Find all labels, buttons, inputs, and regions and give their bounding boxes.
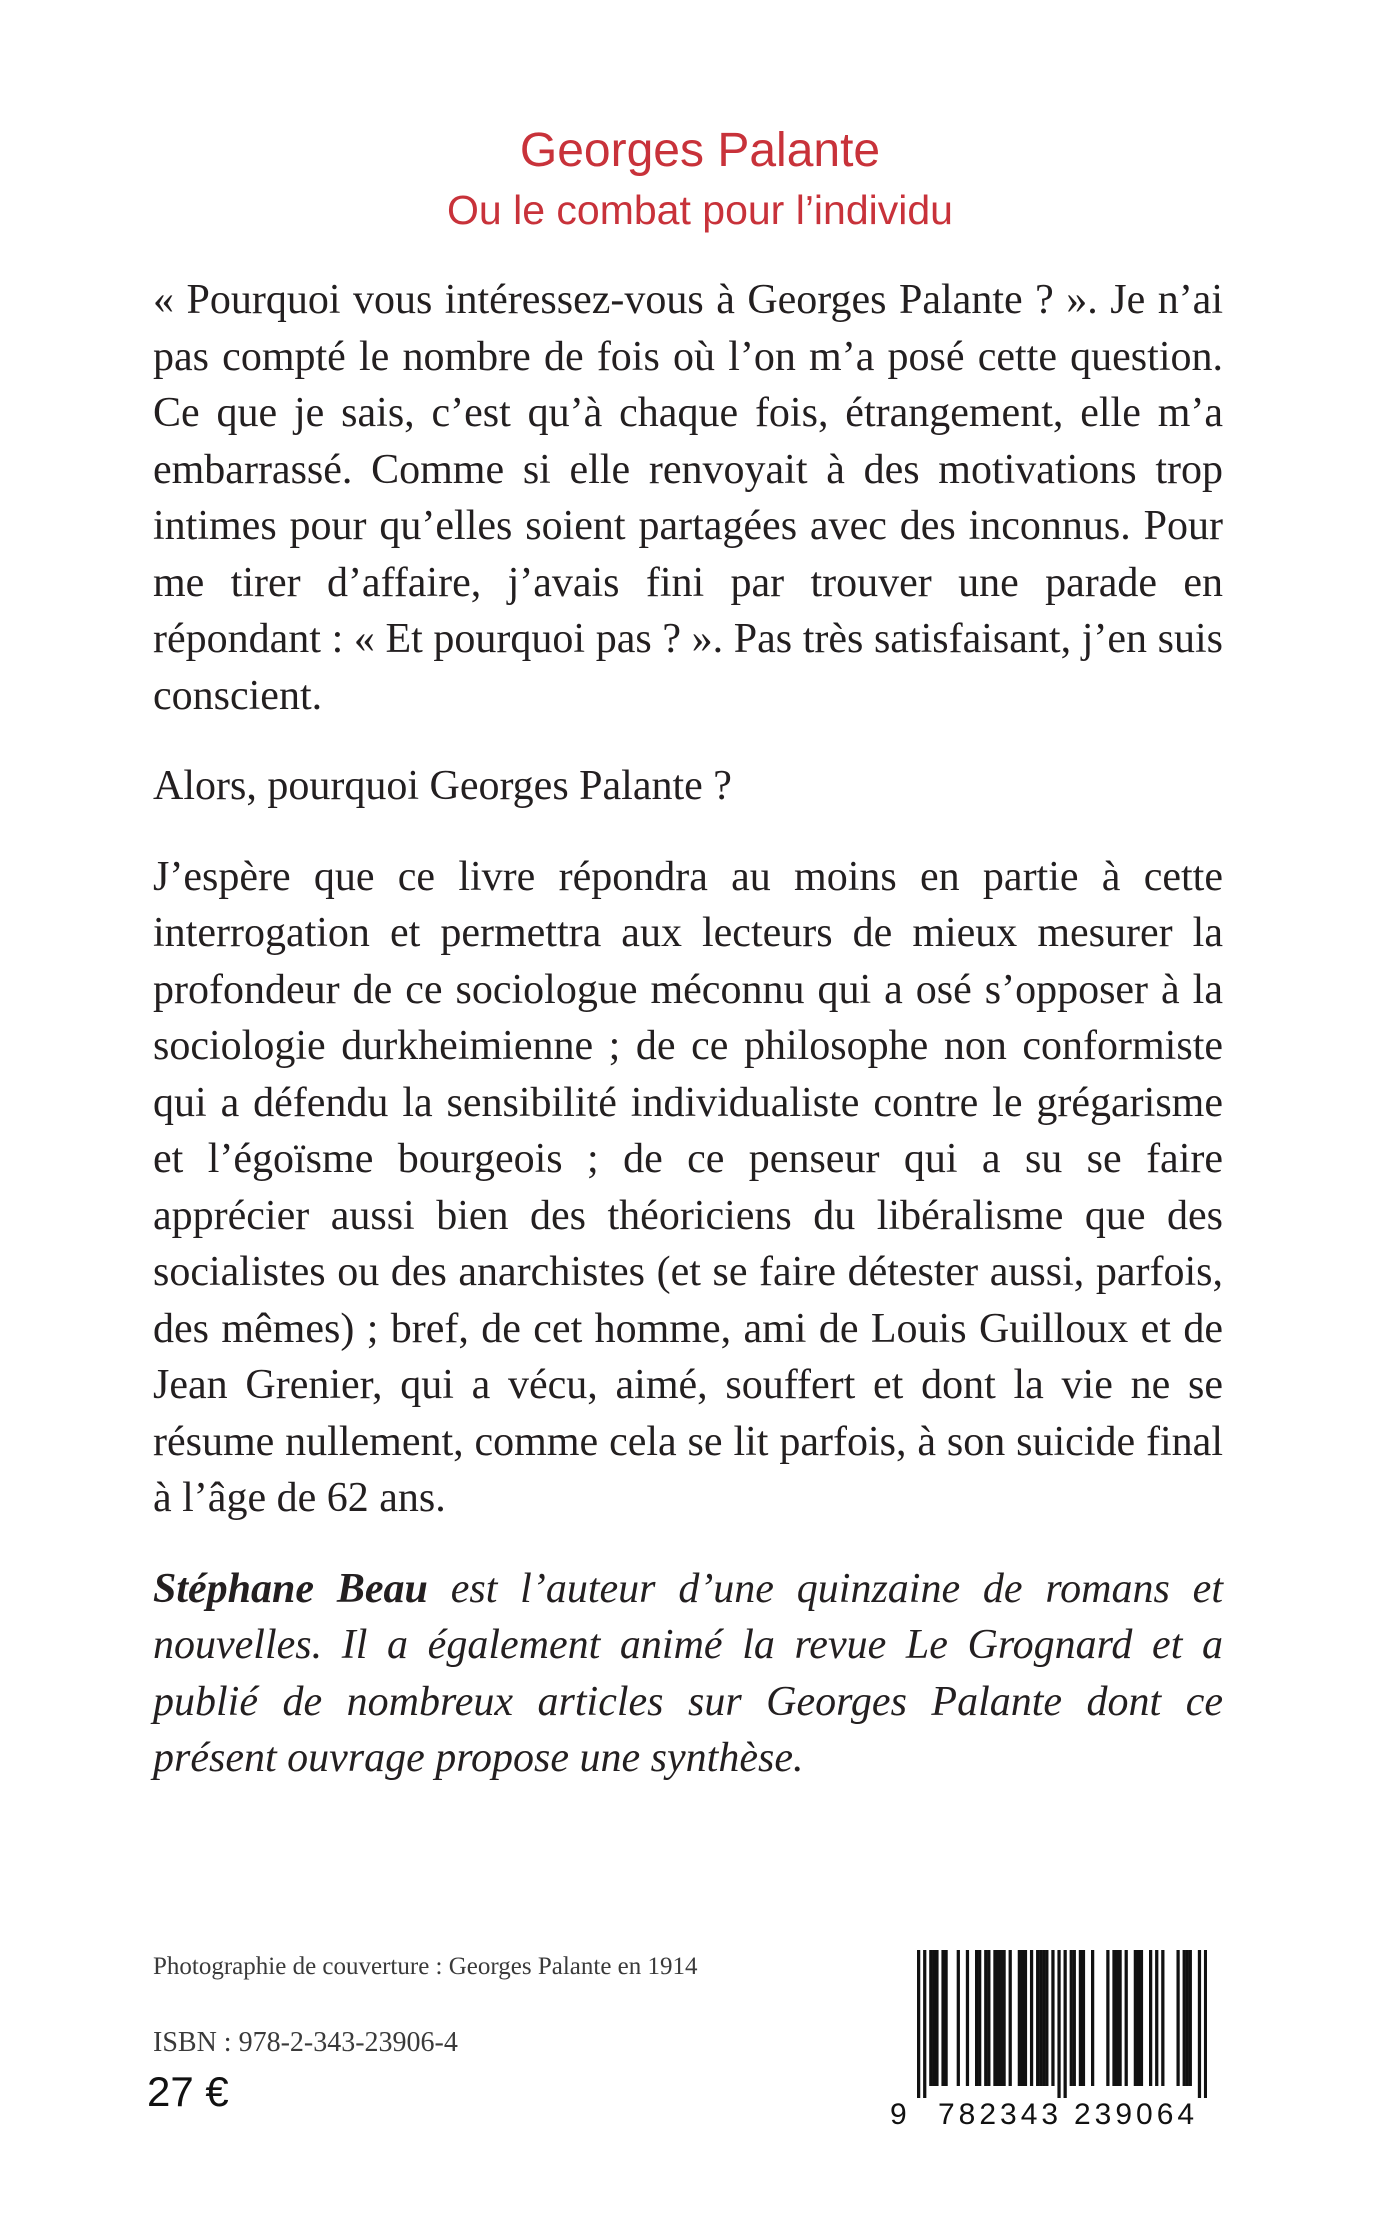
barcode-bar xyxy=(1070,1950,1073,2086)
paragraph-3: J’espère que ce livre répondra au moins en partie à cette interrogation et permettra aux lecteurs de mieux mesurer la profondeur de ce sociologue méconnu qui a osé s’opposer à la sociologie durkheimienne ; de ce philosophe non conformiste qui a défendu la sensibilité individualiste contre le grégarisme et l’égoïsme bourgeois ; de ce penseur qui a su se faire apprécier aussi bien des théoriciens du libéralisme que des socialistes ou des anarchistes (et se faire détester aussi, parfois, des mêmes) ; bref, de cet homme, ami de Louis Guilloux et de Jean Grenier, qui a vécu, aimé, souffert et dont la vie ne se résume nullement, comme cela se lit parfois, à son suicide final à l’âge de 62 ans. xyxy=(153,853,1223,1521)
barcode-bar xyxy=(944,1950,947,2086)
paragraph-1: « Pourquoi vous intéressez-vous à Georges Palante ? ». Je n’ai pas compté le nombre de fois où l’on m’a posé cette question. Ce que je sais, c’est qu’à chaque fois, étrangement, elle m’a embarrassé. Comme si elle renvoyait à des motivations trop intimes pour qu’elles soient partagées avec des inconnus. Pour me tirer d’affaire, j’avais fini par trouver une parade en répondant : « Et pourquoi pas ? ». Pas très satisfaisant, j’en suis conscient. xyxy=(153,277,1223,719)
isbn-number: ISBN : 978-2-343-23906-4 xyxy=(153,2027,458,2058)
barcode-digits xyxy=(890,2098,1220,2138)
price-label: 27 € xyxy=(147,2068,229,2115)
barcode-bar xyxy=(1149,1950,1152,2086)
barcode-bar xyxy=(1186,1950,1189,2086)
barcode-bar xyxy=(1009,1950,1012,2086)
barcode-bar xyxy=(993,1950,996,2086)
barcode-first-digit: 9 xyxy=(890,2098,907,2131)
barcode-bar xyxy=(1118,1950,1121,2086)
barcode-bar xyxy=(1073,1950,1076,2086)
book-title: Georges Palante xyxy=(519,124,881,177)
paragraph-2: Alors, pourquoi Georges Palante ? xyxy=(153,763,732,809)
barcode-bar xyxy=(999,1950,1002,2086)
barcode-bar xyxy=(1198,1950,1201,2098)
barcode-bar xyxy=(932,1950,935,2086)
barcode-bar xyxy=(1091,1950,1094,2086)
barcode-bars xyxy=(917,1950,1207,2098)
barcode-bar xyxy=(1155,1950,1158,2086)
barcode-bar xyxy=(1082,1950,1085,2086)
barcode-bar xyxy=(996,1950,999,2086)
barcode-bar xyxy=(1042,1950,1045,2086)
barcode-bar xyxy=(966,1950,969,2086)
barcode-bar xyxy=(935,1950,938,2086)
barcode-bar xyxy=(1106,1950,1109,2086)
barcode-bar xyxy=(1189,1950,1192,2086)
barcode-bar xyxy=(1161,1950,1164,2086)
barcode-bar xyxy=(1137,1950,1140,2086)
barcode-bar xyxy=(917,1950,920,2098)
barcode-bar xyxy=(1051,1950,1054,2086)
barcode-bar xyxy=(941,1950,944,2086)
barcode-bar xyxy=(929,1950,932,2086)
back-cover-text xyxy=(153,272,1223,1821)
photo-credit: Photographie de couverture : Georges Palante en 1914 xyxy=(153,1953,698,1980)
book-subtitle: Ou le combat pour l’individu xyxy=(447,187,953,233)
barcode-bar xyxy=(1021,1950,1024,2086)
barcode-bar xyxy=(1079,1950,1082,2086)
title-block xyxy=(0,120,1400,238)
barcode-bar xyxy=(1125,1950,1128,2086)
barcode-bar xyxy=(1064,1950,1067,2098)
barcode-bar xyxy=(978,1950,981,2086)
barcode-left-group: 782343 xyxy=(938,2098,1063,2131)
barcode-bar xyxy=(1002,1950,1005,2086)
barcode-bar xyxy=(1112,1950,1115,2086)
barcode-bar xyxy=(1036,1950,1039,2086)
author-name: Stéphane Beau xyxy=(153,1565,428,1612)
barcode xyxy=(890,1950,1220,2145)
barcode-bar xyxy=(975,1950,978,2086)
barcode-bar xyxy=(1140,1950,1143,2086)
barcode-bar xyxy=(987,1950,990,2086)
barcode-bar xyxy=(1024,1950,1027,2086)
barcode-right-group: 239064 xyxy=(1074,2098,1199,2131)
barcode-bar xyxy=(1039,1950,1042,2086)
barcode-bar xyxy=(1057,1950,1060,2098)
barcode-bar xyxy=(957,1950,960,2086)
barcode-bar xyxy=(1018,1950,1021,2086)
barcode-bar xyxy=(1204,1950,1207,2098)
barcode-bar xyxy=(923,1950,926,2098)
barcode-bar xyxy=(1045,1950,1048,2086)
barcode-bar xyxy=(1183,1950,1186,2086)
barcode-bar xyxy=(1115,1950,1118,2086)
author-bio-text: est l’auteur d’une quinzaine de romans et nouvelles. Il a également animé la revue Le Grognard et a publié de nombreux articles sur Georges Palante dont ce présent ouvrage propose une synthèse. xyxy=(153,1565,1223,1781)
barcode-bar xyxy=(1030,1950,1033,2086)
barcode-bar xyxy=(1176,1950,1179,2086)
barcode-bar xyxy=(1134,1950,1137,2086)
barcode-bar xyxy=(984,1950,987,2086)
author-bio xyxy=(153,1561,1223,1787)
